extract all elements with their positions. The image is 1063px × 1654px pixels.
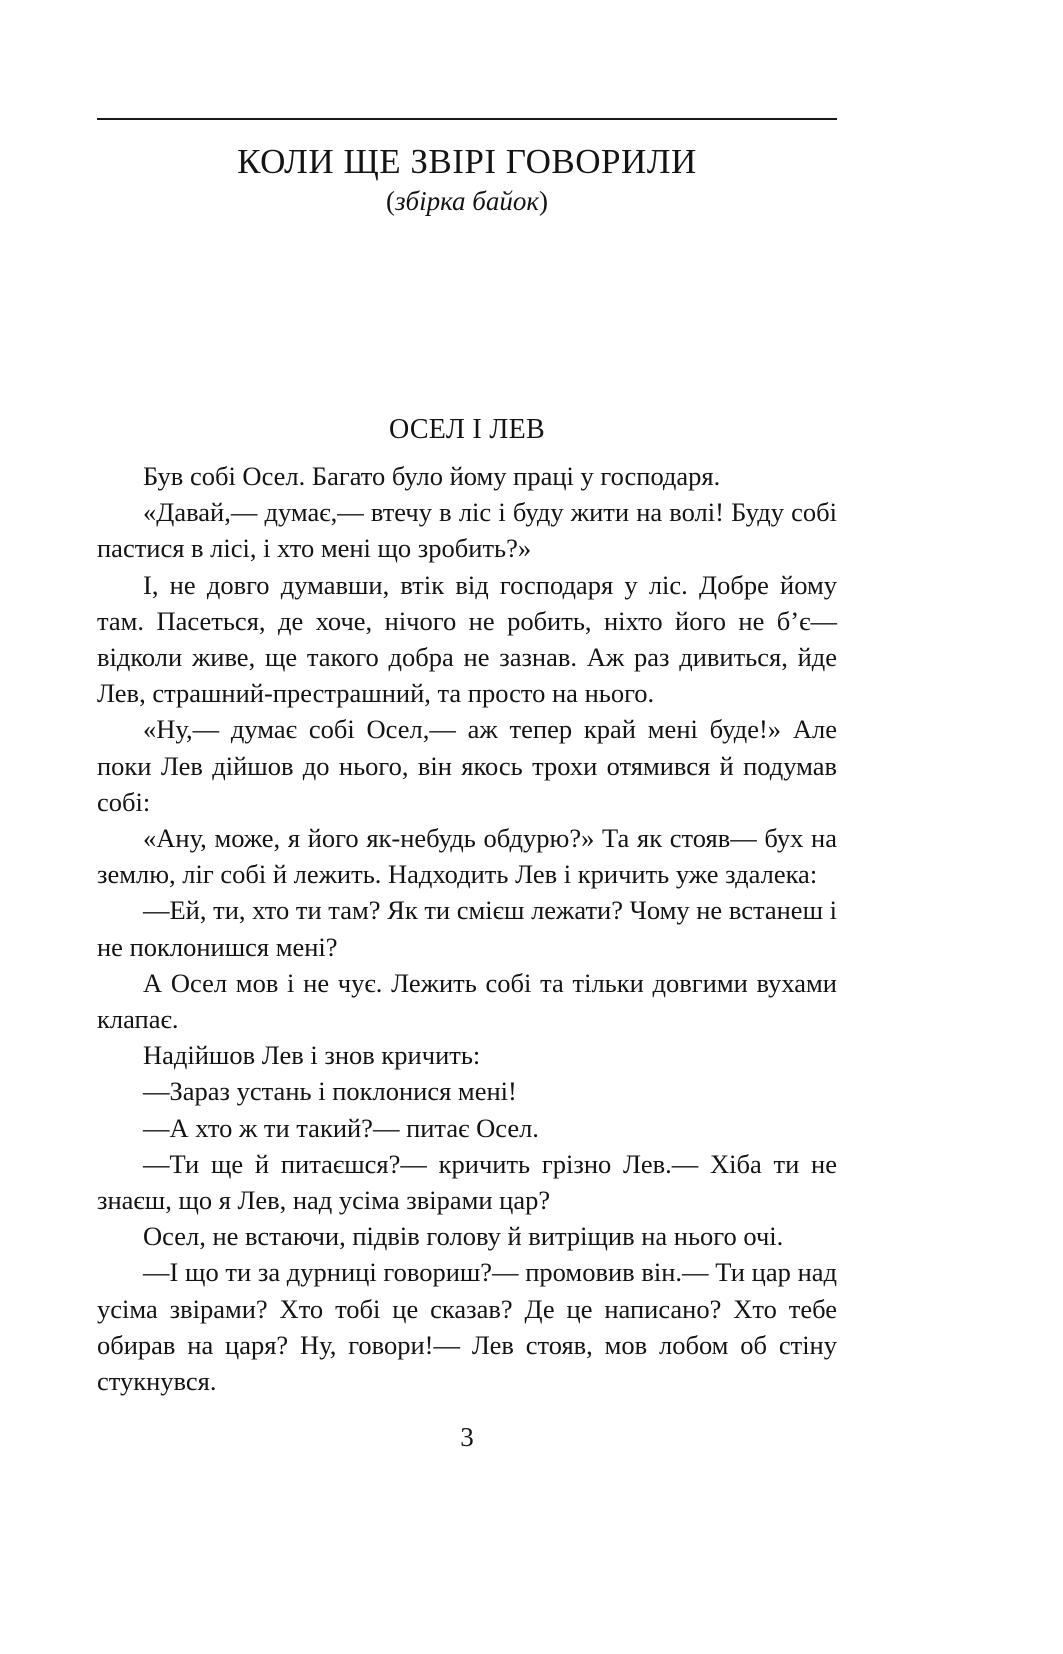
paragraph: Був собі Осел. Багато було йому праці у господаря. (143, 461, 721, 491)
paragraph: Осел, не встаючи, підвів голову й витріщив на нього очі. (143, 1221, 784, 1252)
paragraph: —І що ти за дурниці говориш?— промовив він.— Ти цар над усіма звірами? Хто тобі це сказав? Де це написано? Хто тебе обирав на царя? Ну, говори!— Лев стояв, мов лобом об стіну стукнувся. (97, 1257, 837, 1397)
paragraph: «Ану, може, я його як-небудь обдурю?» Та як стояв— бух на землю, ліг собі й лежить. Надходить Лев і кричить уже здалека: (97, 823, 837, 890)
story-body (97, 458, 837, 1399)
paragraph: А Осел мов і не чує. Лежить собі та тільки довгими вухами клапає. (97, 967, 837, 1035)
paragraph: «Давай,— думає,— втечу в ліс і буду жити на волі! Буду собі пастися в лісі, і хто мені що зробить?» (97, 497, 837, 564)
story-title: ОСЕЛ І ЛЕВ (388, 414, 546, 445)
paragraph: —Ей, ти, хто ти там? Як ти смієш лежати? Чому не встанеш і не поклонишся мені? (97, 895, 837, 962)
paragraph: Надійшов Лев і знов кричить: (143, 1040, 481, 1071)
collection-subtitle (97, 183, 837, 219)
page-number: 3 (460, 1422, 474, 1452)
paragraph: І, не довго думавши, втік від господаря у ліс. Добре йому там. Пасеться, де хоче, нічого не робить, ніхто його не б’є— відколи живе, ще такого добра не зазнав. Аж раз дивиться, йде Лев, страшний-престрашний, та просто на нього. (97, 569, 837, 709)
paragraph: «Ну,— думає собі Осел,— аж тепер край мені буде!» Але поки Лев дійшов до нього, він якось трохи отямився й подумав собі: (97, 714, 837, 817)
subtitle-open-paren: ( (385, 186, 395, 216)
header-rule (97, 118, 837, 120)
collection-title: КОЛИ ЩЕ ЗВІРІ ГОВОРИЛИ (237, 142, 697, 181)
subtitle-close-paren: ) (539, 186, 549, 216)
subtitle-text: збірка байок (394, 186, 540, 216)
paragraph: —Зараз устань і поклонися мені! (143, 1076, 517, 1107)
paragraph: —А хто ж ти такий?— питає Осел. (143, 1112, 539, 1143)
paragraph: —Ти ще й питаєшся?— кричить грізно Лев.— Хіба ти не знаєш, що я Лев, над усіма звірами цар? (97, 1148, 837, 1216)
